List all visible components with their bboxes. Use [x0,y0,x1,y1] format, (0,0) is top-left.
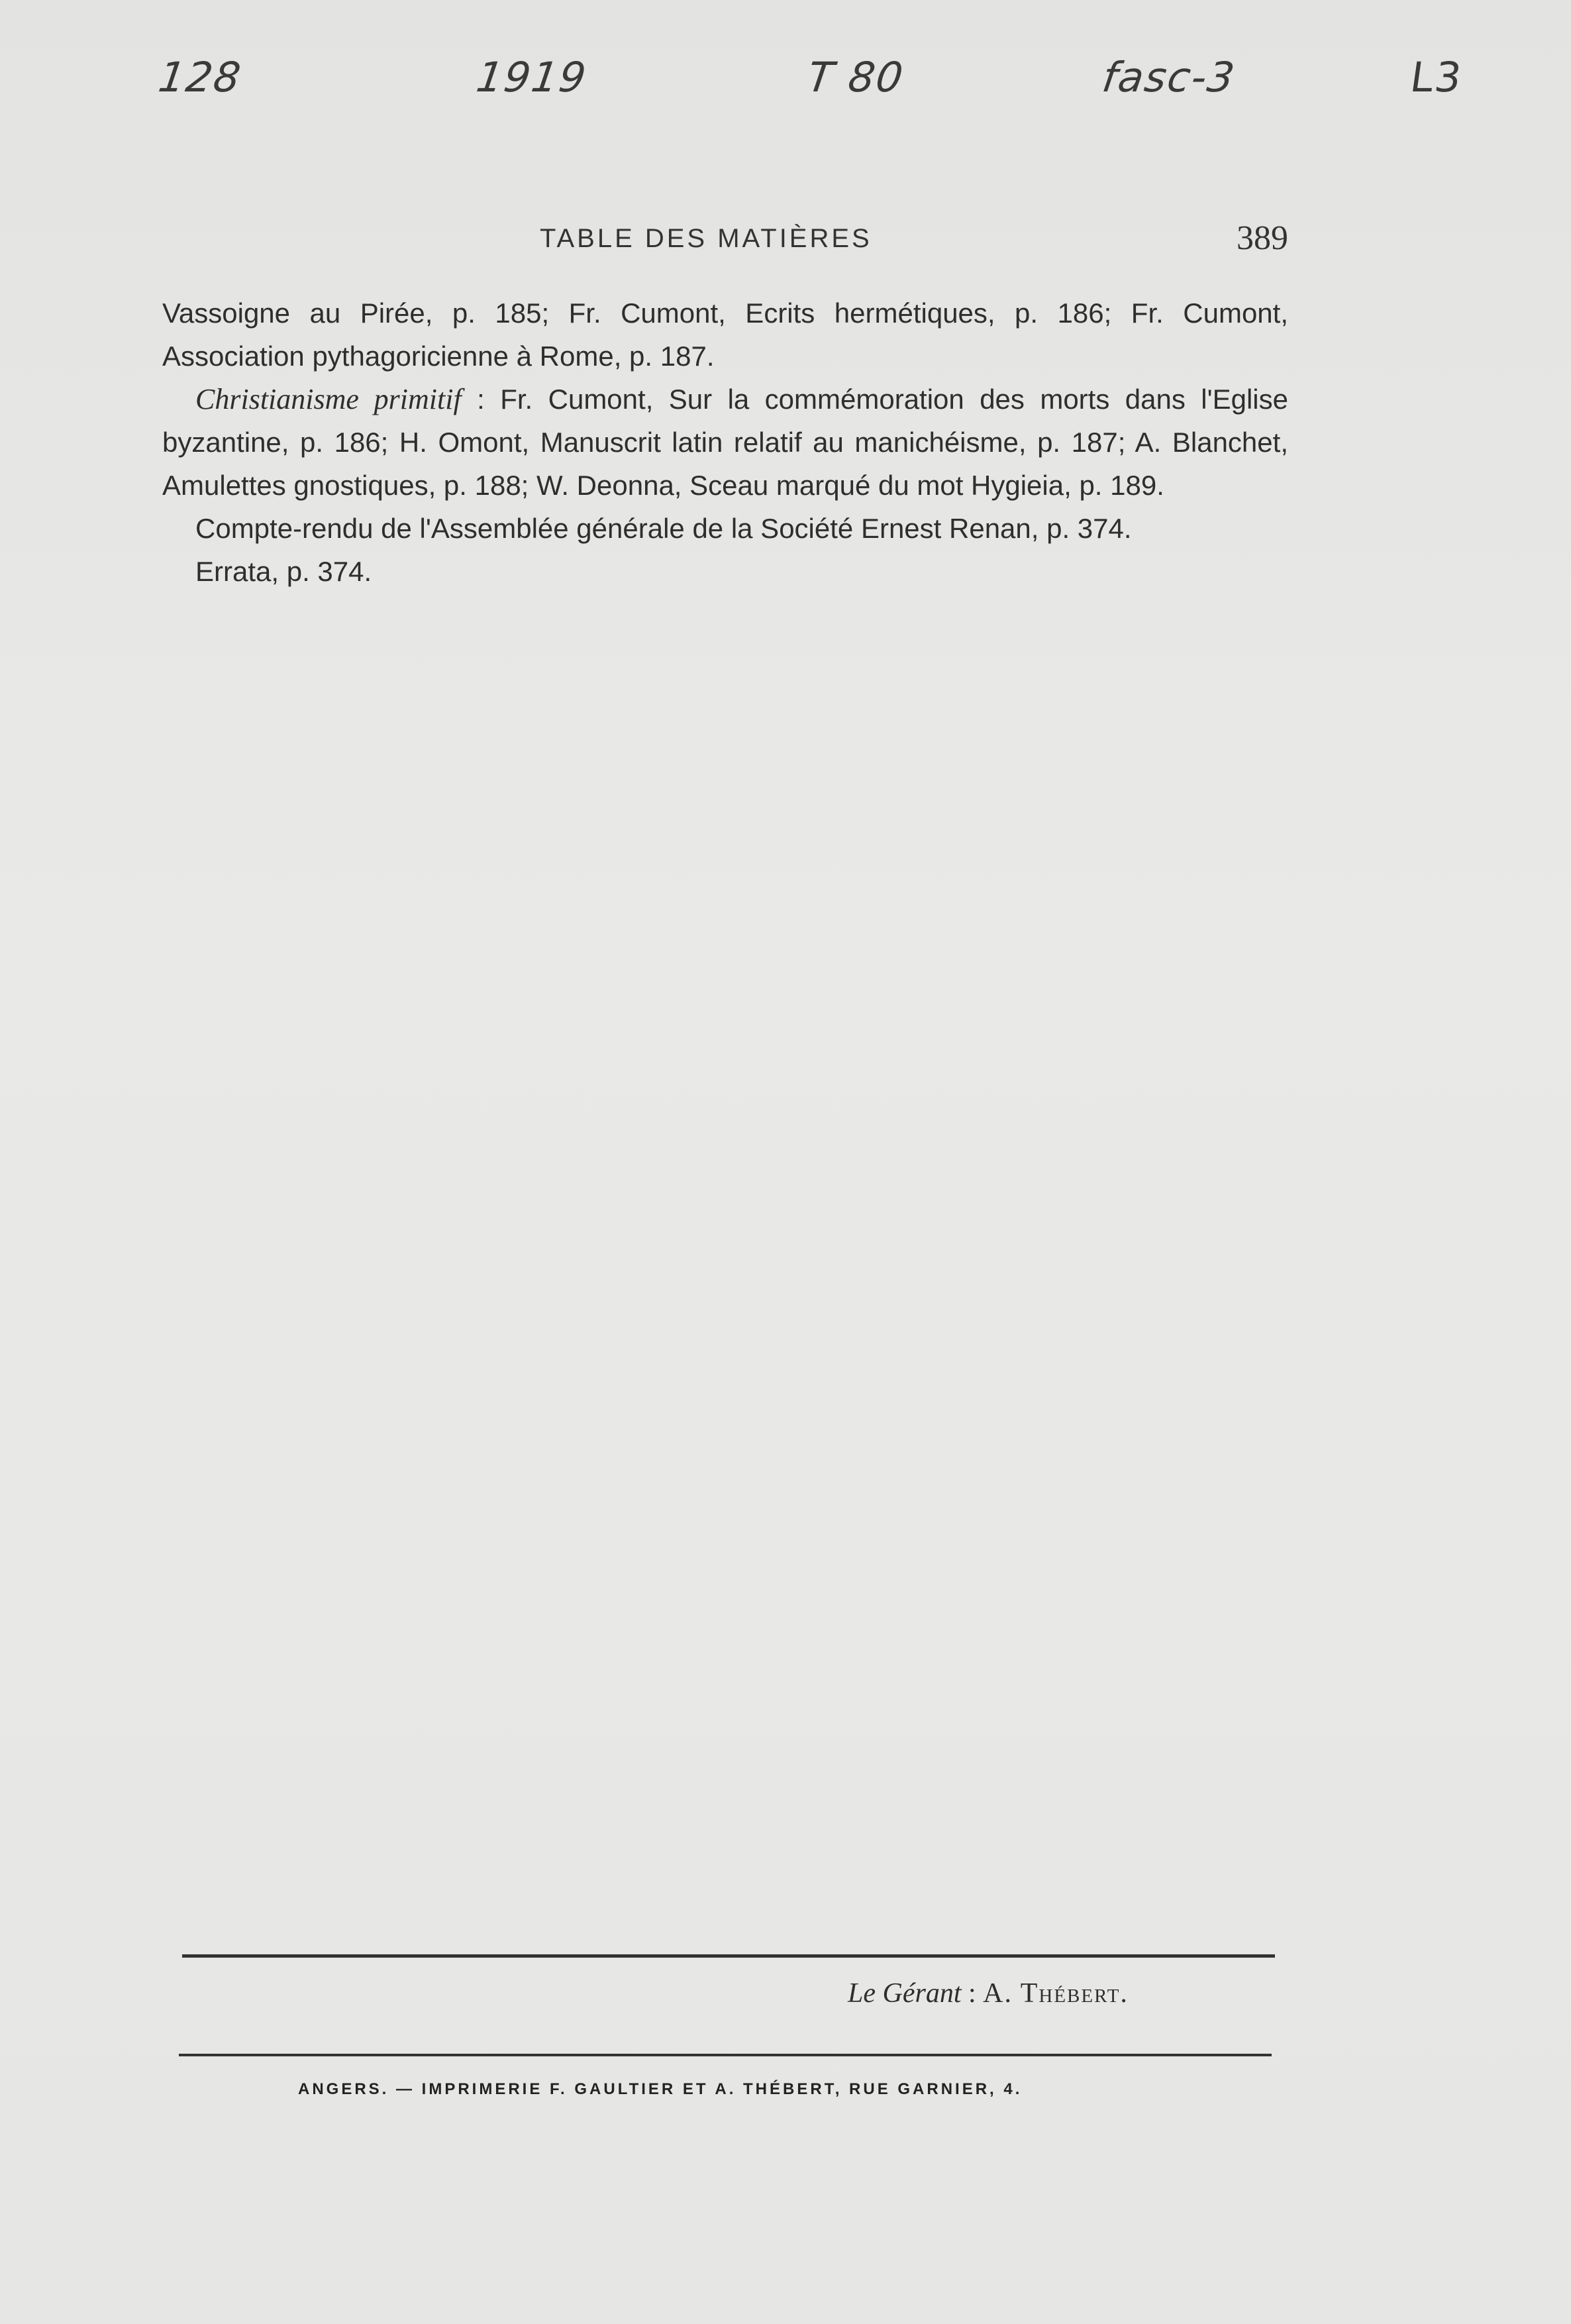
handwritten-note-1: 128 [155,53,245,101]
handwritten-note-4: fasc-3 [1099,53,1239,101]
handwritten-note-3: T 80 [804,53,907,101]
table-of-contents-body [162,291,1288,593]
toc-paragraph-text: : Fr. Cumont, Sur la commémoration des morts dans l'Eglise byzantine, p. 186; H. Omont, Manuscrit latin relatif au manichéisme, p. 187; A. Blanchet, Amulettes gnostiques, p. 188; W. Deonna, Sceau marqué du mot Hygieia, p. 189. [162,384,1288,501]
gerant-line [848,1978,1129,2009]
handwritten-note-2: 1919 [473,53,590,101]
toc-paragraph-text: Vassoigne au Pirée, p. 185; Fr. Cumont, Ecrits hermétiques, p. 186; Fr. Cumont, Association pythagoricienne à Rome, p. 187. [162,297,1288,372]
gerant-label: Le Gérant [848,1978,962,2009]
gerant-name: A. Thébert. [983,1978,1129,2009]
section-lead: Christianisme primitif [195,383,462,415]
footer-rule-top [182,1954,1275,1958]
handwritten-note-5: L3 [1407,53,1466,101]
toc-paragraph-text: Errata, p. 374. [195,556,372,587]
toc-paragraph [162,378,1288,507]
footer-rule-bottom [179,2054,1272,2056]
toc-paragraph-text: Compte-rendu de l'Assemblée générale de la Société Ernest Renan, p. 374. [195,513,1132,544]
toc-paragraph [162,291,1288,378]
running-title: TABLE DES MATIÈRES [540,224,872,253]
page-number: 389 [1237,219,1288,257]
toc-paragraph [162,507,1288,550]
gerant-separator: : [961,1978,984,2009]
printer-imprint: ANGERS. — IMPRIMERIE F. GAULTIER ET A. THÉBERT, RUE GARNIER, 4. [298,2080,1023,2098]
toc-paragraph [162,550,1288,593]
page-header [162,219,1288,265]
